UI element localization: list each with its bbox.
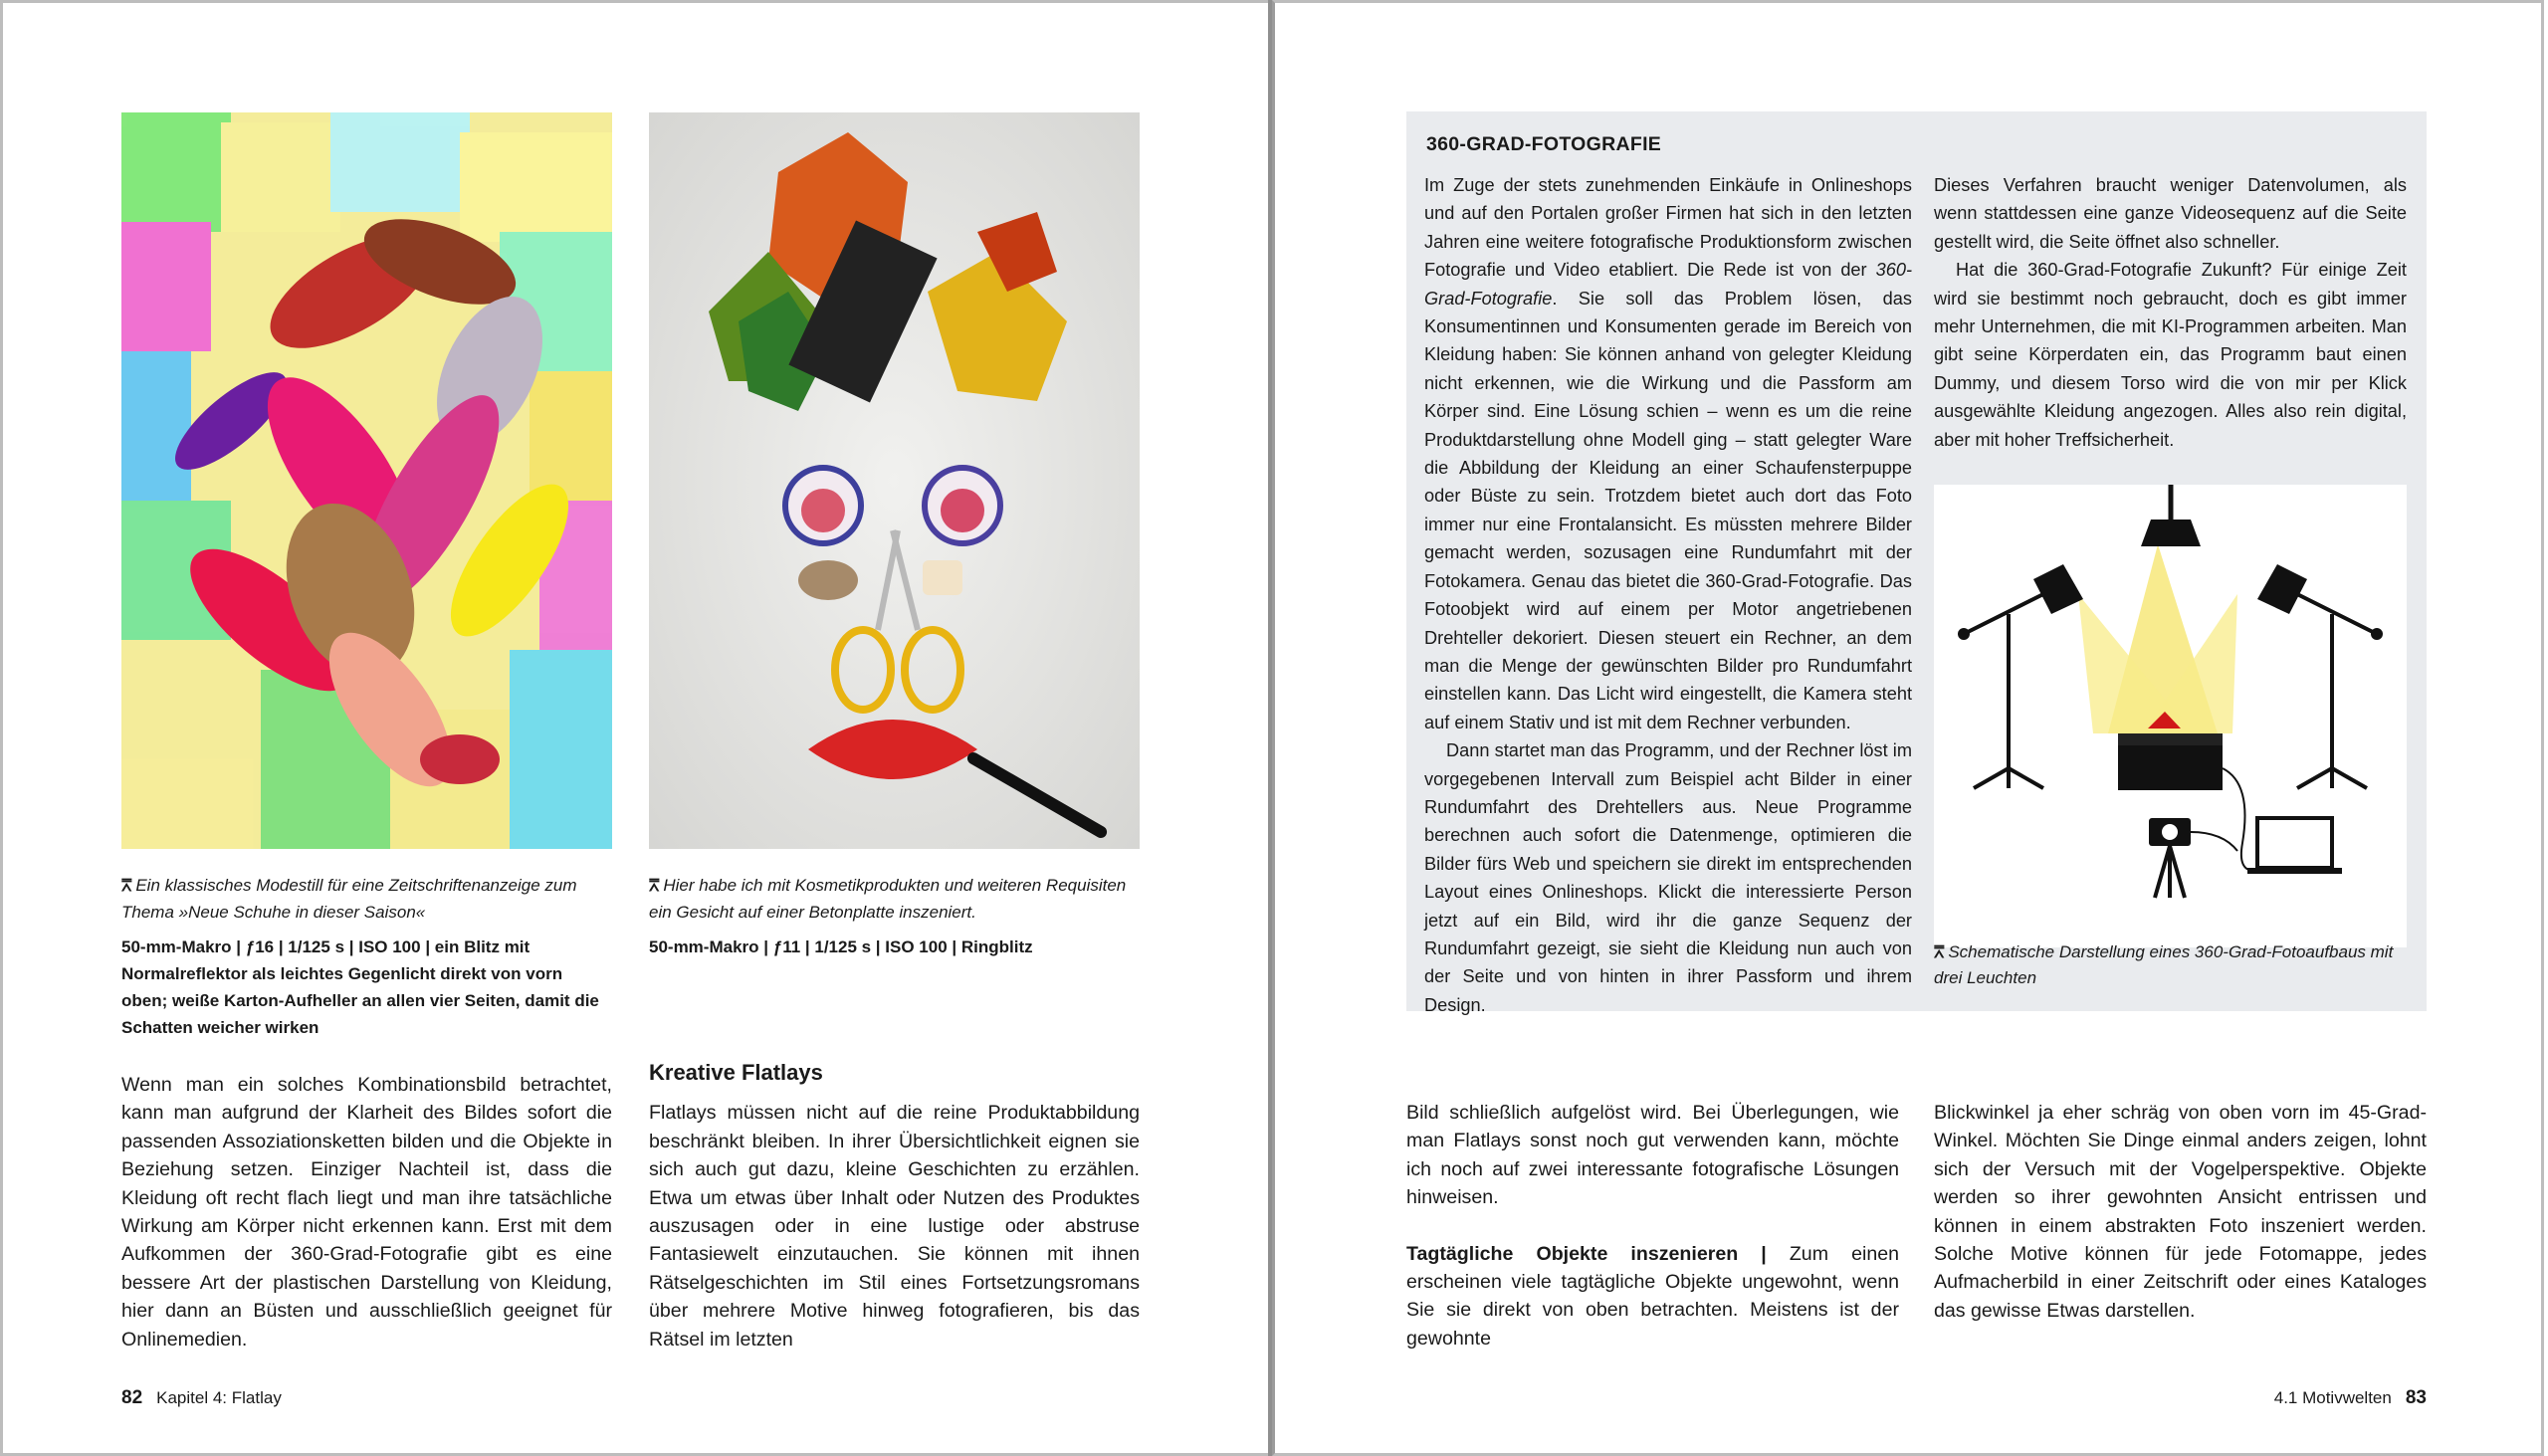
info-box-360 — [1406, 111, 2427, 1015]
body-paragraph: Flatlays müssen nicht auf die reine Produktabbildung beschränkt bleiben. In ihrer Übersichtlichkeit eignen sie sich auch gut dazu, kleine Geschichten zu erzählen. Etwa um etwas über Inhalt oder Nutzen des Produktes auszusagen oder in eine lustige oder abstruse Fantasiewelt einzutauchen. Sie können mit ihnen Rätselgeschichten im Stil eines Fortsetzungsromans über mehrere Motive hinweg fotografieren, bis das Rätsel im letzten — [649, 1102, 1140, 1351]
left-body-column-2 — [649, 1059, 1140, 1353]
caption-technical: 50-mm-Makro | ƒ16 | 1/125 s | ISO 100 | ein Blitz mit Normalreflektor als leichtes Gegenlicht direkt von vorn oben; weiße Karton-Aufheller an allen vier Seiten, damit die Schatten weicher wirken — [121, 937, 599, 1037]
right-body-column-1 — [1406, 1099, 1899, 1352]
chapter-label: Kapitel 4: Flatlay — [156, 1388, 282, 1407]
caption-text: Schematische Darstellung eines 360-Grad-Fotoaufbaus mit drei Leuchten — [1934, 942, 2394, 987]
text-run: Im Zuge der stets zunehmenden Einkäufe in Onlineshops und auf den Portalen großer Firmen hat sich in den letzten Jahren eine weitere fotografische Produktionsform zwischen Fotografie und Video etabliert. Die Rede ist von der — [1424, 175, 1912, 281]
text-run-italic: 360-Grad-Fotografie — [1424, 260, 1912, 309]
diagram-caption — [1934, 939, 2407, 991]
book-spine — [1268, 0, 1272, 1456]
body-paragraph: Wenn man ein solches Kombinationsbild betrachtet, kann man aufgrund der Klarheit des Bildes sofort die passenden Assoziationsketten bilden und die Objekte in Beziehung setzen. Einziger Nachteil ist, dass die Kleidung oft recht flach liegt und man ihre tatsächliche Wirkung am Körper nicht erkennen kann. Erst mit dem Aufkommen der 360-Grad-Fotografie gibt es eine bessere Art der plastischen Darstellung von Kleidung, hier dann an Büsten und ausschließlich geeignet für Onlinemedien. — [121, 1074, 612, 1351]
section-heading: Kreative Flatlays — [649, 1060, 823, 1085]
caption-shoes — [121, 872, 612, 1041]
body-paragraph: Bild schließlich aufgelöst wird. Bei Überlegungen, wie man Flatlays sonst noch gut verwenden kann, möchte ich noch auf zwei interessante fotografische Lösungen hinweisen. — [1406, 1102, 1899, 1209]
section-label: 4.1 Motivwelten — [2273, 1388, 2392, 1407]
page-number: 83 — [2405, 1387, 2427, 1408]
text-run: . Sie soll das Problem lösen, das Konsumentinnen und Konsumenten gerade im Bereich von Kleidung haben: Sie können anhand von gelegter Kleidung nicht erkennen, wie die Wirkung und die Passform am Körper sind. Eine Lösung schien – wenn es um die reine Produktdarstellung ohne Modell ging – statt gelegter Ware die Abbildung der Kleidung an einer Schaufensterpuppe oder Büste zu sein. Trotzdem bietet auch dort das Foto immer nur eine Frontalansicht. Es müssten mehrere Bilder gemacht werden, sozusagen eine Rundumfahrt mit der Fotokamera. Genau das bietet die 360-Grad-Fotografie. Das Fotoobjekt wird auf einem per Motor angetriebenen Drehteller dekoriert. Diesen steuert ein Rechner, an dem man die Menge der gewünschten Bilder pro Rundumfahrt einstellen kann. Das Licht wird eingestellt, die Kamera steht auf einem Stativ und ist mit dem Rechner verbunden. — [1424, 288, 1912, 732]
cosmetic-face-photo — [649, 112, 1140, 849]
info-paragraph-1 — [1424, 171, 1912, 736]
caption-text: Ein klassisches Modestill für eine Zeitschriftenanzeige zum Thema »Neue Schuhe in dieser Saison« — [121, 876, 577, 922]
info-paragraph-4: Hat die 360-Grad-Fotografie Zukunft? Für einige Zeit wird sie bestimmt noch gebraucht, doch es gibt immer mehr Unternehmen, die mit KI-Programmen arbeiten. Man gibt seine Körperdaten ein, das Programm baut einen Dummy, und diesem Torso wird die von mir per Klick ausgewählte Kleidung angezogen. Alles also rein digital, aber mit hoher Treffsicherheit. — [1934, 260, 2407, 450]
setup-diagram — [1934, 485, 2407, 947]
run-in-heading: Tagtägliche Objekte inszenieren — [1406, 1242, 1739, 1265]
info-box-title: 360-GRAD-FOTOGRAFIE — [1426, 133, 1662, 155]
caption-text: Hier habe ich mit Kosmetikprodukten und weiteren Requisiten ein Gesicht auf einer Betonplatte inszeniert. — [649, 876, 1127, 922]
info-box-column-2 — [1934, 171, 2407, 454]
body-paragraph: Blickwinkel ja eher schräg von oben vorn im 45-Grad-Winkel. Möchten Sie Dinge einmal anders zeigen, lohnt sich der Versuch mit der Vogelperspektive. Objekte werden so ihrer gewohnten Ansicht entrissen und können in einem abstrakten Foto inszeniert werden. Solche Motive können für jede Fotomappe, jedes Aufmacherbild in einer Zeitschrift oder eines Kataloges das gewisse Etwas darstellen. — [1934, 1102, 2427, 1322]
run-in-separator: | — [1738, 1242, 1790, 1265]
double-chevron-up-icon: ⩞ — [649, 876, 660, 895]
info-box-column-1 — [1424, 171, 1912, 1019]
caption-technical: 50-mm-Makro | ƒ11 | 1/125 s | ISO 100 | Ringblitz — [649, 937, 1033, 956]
info-paragraph-2: Dann startet man das Programm, und der Rechner löst im vorgegebenen Intervall zum Beispiel acht Bilder in einer Rundumfahrt des Drehtellers aus. Neue Programme berechnen auch sofort die Datenmenge, optimieren die Bilder fürs Web und speichern sie direkt im entsprechenden Layout eines Onlineshops. Klickt die interessierte Person jetzt auf ein Bild, wird ihr die ganze Sequenz der Rundumfahrt gezeigt, sie sieht die Kleidung nun auch von der Seite und von hinten in ihrer Passform und ihrem Design. — [1424, 740, 1912, 1015]
left-body-column-1 — [121, 1071, 612, 1353]
right-body-column-2 — [1934, 1099, 2427, 1325]
right-footer — [2251, 1387, 2427, 1409]
caption-face — [649, 872, 1140, 960]
left-footer — [121, 1387, 282, 1409]
shoes-photo — [121, 112, 612, 849]
text-run: Zum einen erscheinen viele tagtägliche Objekte ungewohnt, wenn Sie sie direkt von oben betrachten. Meistens ist der gewohnte — [1406, 1242, 1900, 1350]
page-number: 82 — [121, 1387, 143, 1408]
info-paragraph-3: Dieses Verfahren braucht weniger Datenvolumen, als wenn stattdessen eine ganze Videosequenz auf die Seite gestellt wird, die Seite öffnet also schneller. — [1934, 175, 2407, 252]
double-chevron-up-icon: ⩞ — [121, 876, 132, 895]
double-chevron-up-icon: ⩞ — [1934, 942, 1945, 961]
body-paragraph-runin — [1406, 1240, 1899, 1353]
